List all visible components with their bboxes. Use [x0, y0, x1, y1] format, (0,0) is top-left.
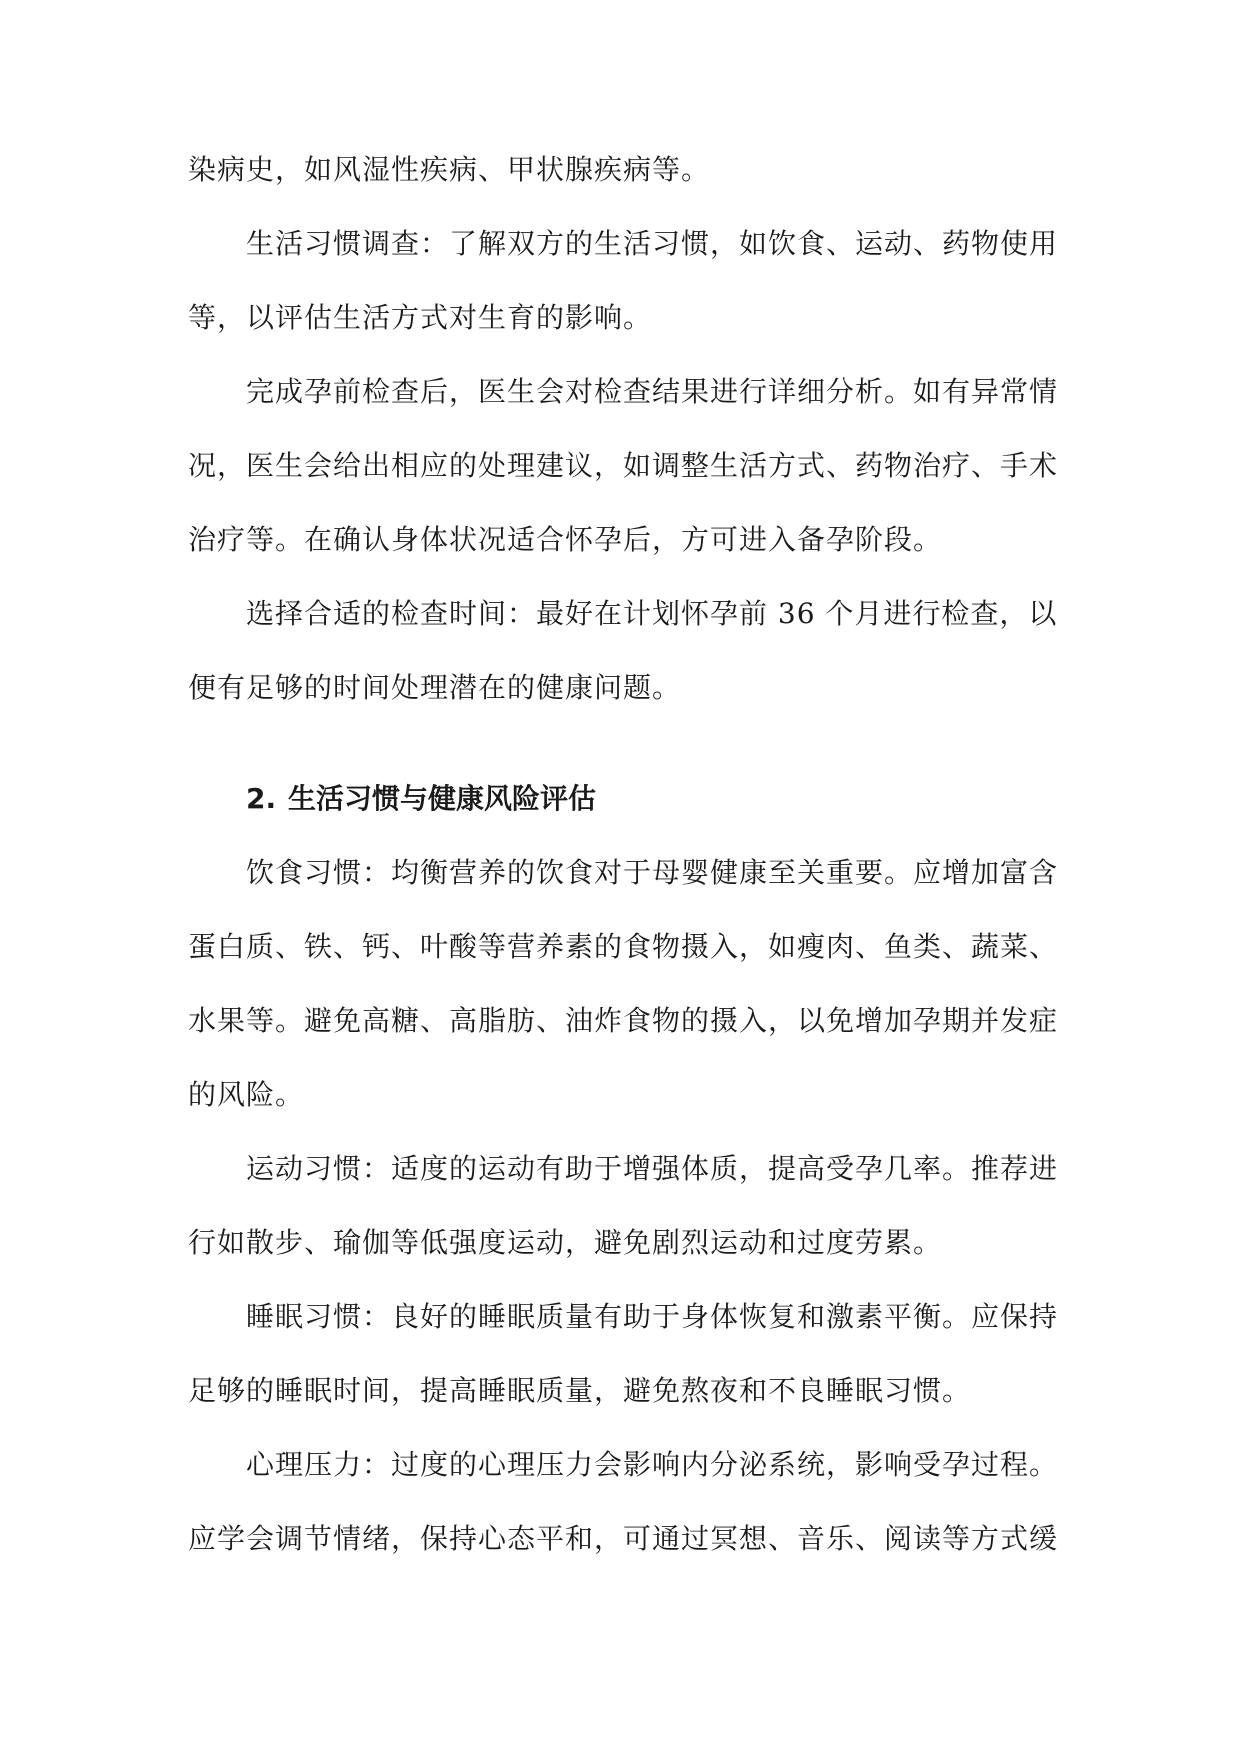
- paragraph-line: 染病史，如风湿性疾病、甲状腺疾病等。: [188, 153, 711, 186]
- paragraph-line: 选择合适的检查时间：最好在计划怀孕前 36 个月进行检查，以: [246, 597, 1058, 630]
- paragraph-line: 饮食习惯：均衡营养的饮食对于母婴健康至关重要。应增加富含: [246, 856, 1059, 889]
- paragraph-line: 行如散步、瑜伽等低强度运动，避免剧烈运动和过度劳累。: [188, 1226, 943, 1259]
- paragraph-line: 生活习惯调查：了解双方的生活习惯，如饮食、运动、药物使用: [246, 227, 1059, 260]
- paragraph-line: 水果等。避免高糖、高脂肪、油炸食物的摄入，以免增加孕期并发症: [188, 1004, 1059, 1037]
- paragraph-line: 心理压力：过度的心理压力会影响内分泌系统，影响受孕过程。: [246, 1448, 1059, 1481]
- paragraph-line: 运动习惯：适度的运动有助于增强体质，提高受孕几率。推荐进: [246, 1152, 1059, 1185]
- paragraph-line: 蛋白质、铁、钙、叶酸等营养素的食物摄入，如瘦肉、鱼类、蔬菜、: [188, 930, 1059, 963]
- section-heading: [246, 781, 596, 817]
- paragraph-line: 的风险。: [188, 1078, 305, 1111]
- paragraph-line: 况，医生会给出相应的处理建议，如调整生活方式、药物治疗、手术: [188, 449, 1059, 482]
- paragraph-line: 应学会调节情绪，保持心态平和，可通过冥想、音乐、阅读等方式缓: [188, 1522, 1059, 1555]
- paragraph-line: 治疗等。在确认身体状况适合怀孕后，方可进入备孕阶段。: [188, 523, 943, 556]
- section-title: 生活习惯与健康风险评估: [288, 782, 597, 815]
- paragraph-line: 睡眠习惯：良好的睡眠质量有助于身体恢复和激素平衡。应保持: [246, 1300, 1059, 1333]
- paragraph-line: 等，以评估生活方式对生育的影响。: [188, 301, 653, 334]
- paragraph-line: 完成孕前检查后，医生会对检查结果进行详细分析。如有异常情: [246, 375, 1059, 408]
- section-number: 2.: [246, 782, 277, 815]
- paragraph-line: 足够的睡眠时间，提高睡眠质量，避免熬夜和不良睡眠习惯。: [188, 1374, 972, 1407]
- paragraph-line: 便有足够的时间处理潜在的健康问题。: [188, 671, 682, 704]
